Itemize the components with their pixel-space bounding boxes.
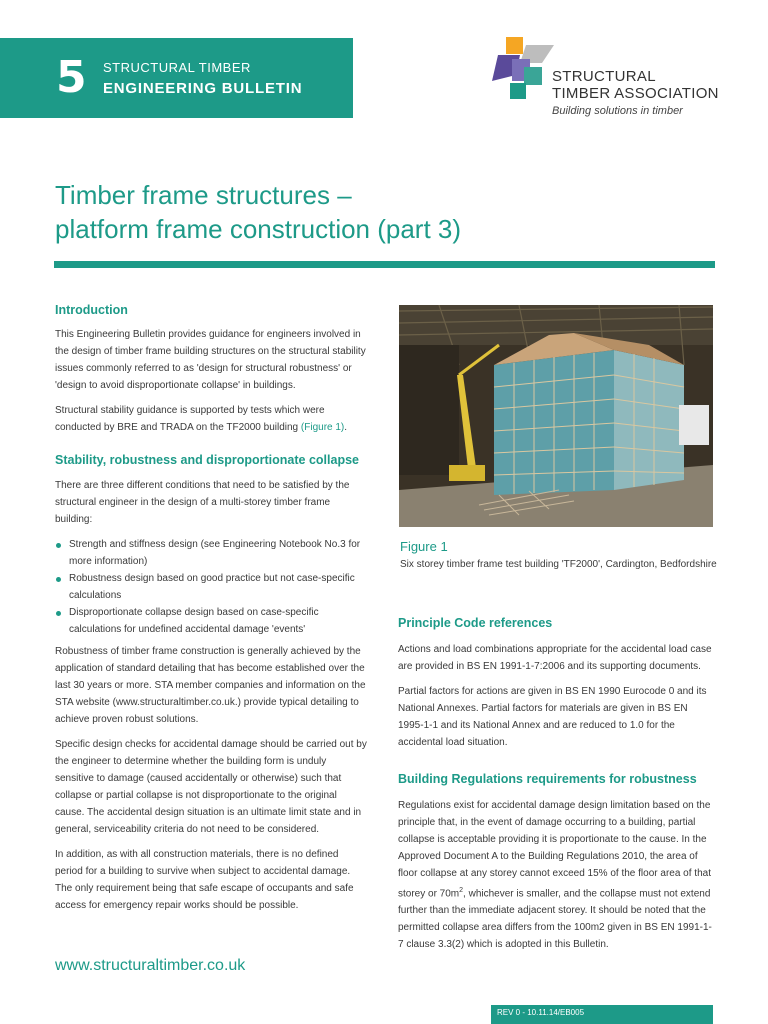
regulations-section xyxy=(398,771,714,961)
building-side-face xyxy=(614,350,684,490)
principle-paragraph-1: Actions and load combinations appropriate for the accidental load case are provided in BS EN 1991-1-7:2006 and its supporting documents. xyxy=(398,644,712,672)
principle-paragraph-2: Partial factors for actions are given in BS EN 1990 Eurocode 0 and its National Annexes. Partial factors for materials are given in BS EN 1995-1-1 and its National Annex and are reduced to 1.0 for the accidental load situation. xyxy=(398,686,707,748)
stability-paragraph-4: In addition, as with all construction materials, there is no defined period for a building to survive when subject to accidental damage. The only requirement being that safe escape of occupants and safe access for emergency repair works should be possible. xyxy=(55,849,354,911)
list-item xyxy=(55,570,367,604)
stability-paragraph-3: Specific design checks for accidental damage should be carried out by the engineer to determine whether the building form is unduly sensitive to damage (caused accidentally or otherwise) such that collapse or partial collapse is not disproportionate to the original cause. The accidental design situation is an ultimate limit state and in general, serviceability criteria do not need to be considered. xyxy=(55,739,367,835)
logo-orange-square xyxy=(506,37,523,54)
crane-base xyxy=(449,465,485,481)
sta-logo-icon xyxy=(490,37,558,101)
stability-heading: Stability, robustness and disproportionate collapse xyxy=(55,453,359,467)
stability-paragraph-1: There are three different conditions that need to be satisfied by the structural engineer in the design of a multi-storey timber frame building: xyxy=(55,480,350,525)
list-item xyxy=(55,536,367,570)
logo-teal-square xyxy=(524,67,542,85)
list-item-text: Robustness design based on good practice but not case-specific calculations xyxy=(69,573,355,601)
regulations-paragraph xyxy=(398,797,714,953)
intro-paragraph-2-text: Structural stability guidance is supported by tests which were conducted by BRE and TRADA on the TF2000 building xyxy=(55,405,325,433)
bulletin-type-label: ENGINEERING BULLETIN xyxy=(103,80,303,97)
title-divider xyxy=(54,261,715,268)
logo-name-line1: STRUCTURAL xyxy=(552,68,656,85)
conditions-list xyxy=(55,536,367,638)
regulations-text-b: , whichever is smaller, and the collapse must not extend further than the immediate adjacent storey. It should be noted that the permitted collapse area differs from the 100m2 given in BS EN 1991-1-7 clause 3.3(2) which is adopted in this Bulletin. xyxy=(398,888,712,951)
bulletin-series-label: STRUCTURAL TIMBER xyxy=(103,60,251,75)
intro-paragraph-2 xyxy=(55,402,367,436)
revision-label: REV 0 - 10.11.14/EB005 xyxy=(497,1008,585,1017)
left-column xyxy=(55,302,367,922)
hangar-wall-left xyxy=(399,345,459,475)
title-line2: platform frame construction (part 3) xyxy=(55,214,462,244)
regulations-heading: Building Regulations requirements for robustness xyxy=(398,772,697,786)
title-line1: Timber frame structures – xyxy=(55,180,352,210)
tf2000-building-photo xyxy=(399,305,713,527)
introduction-heading: Introduction xyxy=(55,303,128,317)
site-cabin xyxy=(679,405,709,445)
bullet-icon xyxy=(56,611,61,616)
list-item xyxy=(55,604,367,638)
bulletin-number: 5 xyxy=(56,52,87,103)
logo-green-square xyxy=(510,83,526,99)
superscript-2: 2 xyxy=(459,887,464,894)
intro-paragraph-2-end: . xyxy=(344,422,348,433)
bullet-icon xyxy=(56,543,61,548)
list-item-text: Disproportionate collapse design based on case-specific calculations for undefined accidental damage 'events' xyxy=(69,607,319,635)
principle-heading: Principle Code references xyxy=(398,616,553,630)
stability-paragraph-2: Robustness of timber frame construction is generally achieved by the application of standard detailing that has become established over the last 30 years or more. STA member companies and information on the STA website (www.structuraltimber.co.uk.) provide typical detailing to achieve proven robust solutions. xyxy=(55,646,366,725)
regulations-text-a: Regulations exist for accidental damage design limitation based on the principle that, in the event of damage occurring to a building, partial collapse is acceptable providing it is proportionate to the cause. In the Approved Document A to the Building Regulations 2010, the area of floor collapse at any storey cannot exceed 15% of the floor area of that storey or 70m xyxy=(398,800,711,900)
website-link[interactable]: www.structuraltimber.co.uk xyxy=(55,957,246,974)
figure-title: Figure 1 xyxy=(400,539,448,554)
list-item-text: Strength and stiffness design (see Engineering Notebook No.3 for more information) xyxy=(69,539,361,567)
logo-name-line2: TIMBER ASSOCIATION xyxy=(552,85,719,102)
figure-1-link[interactable]: (Figure 1) xyxy=(300,422,345,433)
bulletin-header-band xyxy=(0,38,353,118)
principle-section xyxy=(398,615,714,759)
revision-bar xyxy=(491,1005,713,1024)
figure-caption: Six storey timber frame test building 'TF2000', Cardington, Bedfordshire xyxy=(400,559,717,570)
intro-paragraph-1: This Engineering Bulletin provides guidance for engineers involved in the design of timber frame building structures on the structural stability issues commonly referred to as 'design for structural robustness' or 'design to avoid disproportionate collapse' in buildings. xyxy=(55,329,366,391)
bullet-icon xyxy=(56,577,61,582)
logo-tagline: Building solutions in timber xyxy=(552,105,683,117)
page-title xyxy=(55,178,695,246)
